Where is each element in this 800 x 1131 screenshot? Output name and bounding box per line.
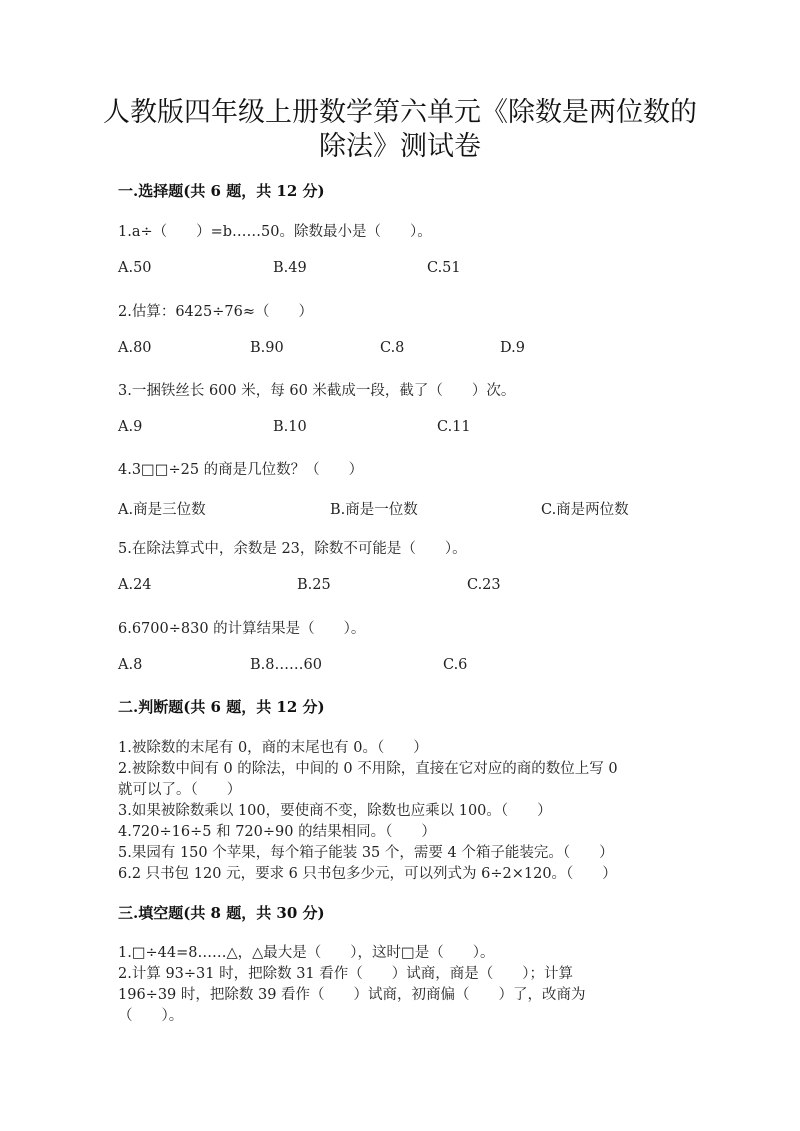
option-3b: B.10 [273,419,307,435]
option-6a: A.8 [118,657,143,673]
option-5b: B.25 [297,577,331,593]
judge-item-1: 1.被除数的末尾有 0，商的末尾也有 0。（ ） [118,740,428,756]
question-4: 4.3□□÷25 的商是几位数？（ ） [118,462,364,478]
fill-item-1: 1.□÷44=8……△，△最大是（ ），这时□是（ ）。 [118,945,495,961]
question-5: 5.在除法算式中，余数是 23，除数不可能是（ ）。 [118,541,467,557]
question-6: 6.6700÷830 的计算结果是（ ）。 [118,621,366,637]
option-1c: C.51 [427,260,461,276]
option-5c: C.23 [467,577,501,593]
judge-item-2-cont: 就可以了。（ ） [118,782,242,798]
judge-item-5: 5.果园有 150 个苹果，每个箱子能装 35 个，需要 4 个箱子能装完。（ ） [118,845,614,861]
judge-item-2: 2.被除数中间有 0 的除法，中间的 0 不用除，直接在它对应的商的数位上写 0 [118,761,618,777]
option-3c: C.11 [437,419,471,435]
option-3a: A.9 [118,419,143,435]
page-title-line-2: 除法》测试卷 [319,131,481,162]
option-6c: C.6 [443,657,468,673]
section-heading-choice: 一.选择题(共 6 题，共 12 分) [118,182,325,200]
fill-item-2: 2.计算 93÷31 时，把除数 31 看作（ ）试商，商是（ ）；计算 [118,966,574,982]
question-2: 2.估算：6425÷76≈（ ） [118,304,313,320]
question-3: 3.一捆铁丝长 600 米，每 60 米截成一段，截了（ ）次。 [118,383,516,399]
question-1: 1.a÷（ ）=b……50。除数最小是（ ）。 [118,224,432,240]
fill-item-2-cont: 196÷39 时，把除数 39 看作（ ）试商，初商偏（ ）了，改商为 [118,987,586,1003]
option-1b: B.49 [273,260,307,276]
option-2d: D.9 [500,340,525,356]
option-4a: A.商是三位数 [118,502,206,518]
section-heading-fill: 三.填空题(共 8 题，共 30 分) [118,904,325,922]
judge-item-4: 4.720÷16÷5 和 720÷90 的结果相同。（ ） [118,824,436,840]
judge-item-3: 3.如果被除数乘以 100，要使商不变，除数也应乘以 100。（ ） [118,803,552,819]
option-6b: B.8……60 [250,657,322,673]
fill-item-2-end: （ ）。 [118,1008,184,1024]
option-5a: A.24 [118,577,152,593]
option-4c: C.商是两位数 [541,502,629,518]
option-2c: C.8 [380,340,405,356]
section-heading-judge: 二.判断题(共 6 题，共 12 分) [118,698,325,716]
option-2a: A.80 [118,340,152,356]
page-title-line-1: 人教版四年级上册数学第六单元《除数是两位数的 [103,97,697,128]
option-4b: B.商是一位数 [330,502,418,518]
option-1a: A.50 [118,260,152,276]
judge-item-6: 6.2 只书包 120 元，要求 6 只书包多少元，可以列式为 6÷2×120。（ ） [118,866,617,882]
option-2b: B.90 [250,340,284,356]
